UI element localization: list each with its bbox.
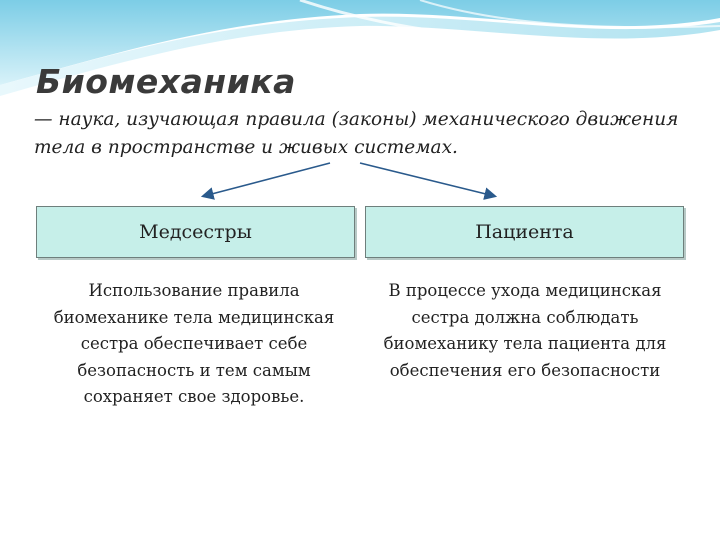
definition-text: — наука, изучающая правила (законы) механического движения тела в пространстве и живых системах. (34, 109, 679, 158)
box-nurses (36, 206, 355, 258)
box-patient (365, 206, 684, 258)
box-patient-label: Пациента (475, 221, 574, 243)
nurses-description: Использование правила биомеханике тела медицинская сестра обеспечивает себе безопасность и тем самым сохраняет свое здоровье. (53, 281, 335, 406)
box-nurses-label: Медсестры (139, 221, 252, 243)
patient-description: В процессе ухода медицинская сестра должна соблюдать биомеханику тела пациента для обеспечения его безопасности (383, 281, 667, 380)
page-title: Биомеханика (36, 62, 296, 101)
arrow-right (360, 163, 494, 196)
arrow-left (204, 163, 330, 196)
branch-arrows (0, 150, 720, 210)
